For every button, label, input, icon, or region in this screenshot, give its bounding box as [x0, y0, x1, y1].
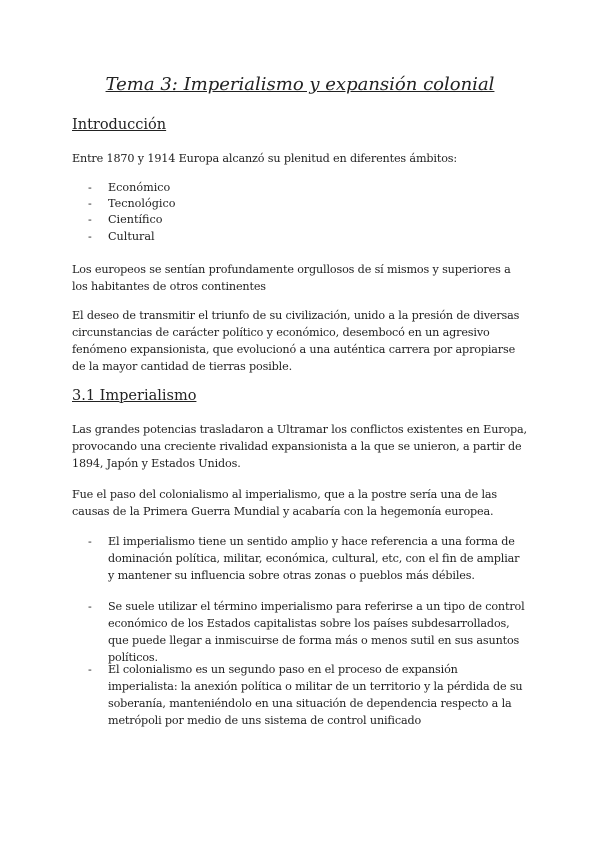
list-item: [88, 196, 175, 212]
list-item-text: Científico: [108, 213, 163, 227]
dash-bullet: -: [88, 663, 92, 676]
dash-bullet: -: [88, 213, 92, 227]
dash-bullet: -: [88, 181, 92, 194]
bullet-text: El imperialismo tiene un sentido amplio y hace referencia a una forma de dominación política, militar, económica, cultural, etc, con el fin de ampliar y mantener su influencia sobre otras zonas o pueblos más débiles.: [108, 535, 520, 582]
intro-paragraph-1: Los europeos se sentían profundamente orgullosos de sí mismos y superiores a los habitantes de otros continentes: [72, 263, 511, 293]
list-item-text: Tecnológico: [108, 197, 176, 211]
list-item: [88, 533, 528, 584]
list-item: [88, 598, 528, 666]
bullet-text: El colonialismo es un segundo paso en el proceso de expansión imperialista: la anexión política o militar de un territorio y la pérdida de su soberanía, manteniéndolo en una situación de dependencia respecto a la metrópoli por medio de uns sistema de control unificado: [108, 663, 523, 727]
list-item-text: Cultural: [108, 229, 155, 243]
dash-bullet: -: [88, 535, 92, 548]
intro-heading: Introducción: [72, 117, 167, 133]
list-item: [88, 229, 175, 245]
list-item: [88, 212, 175, 228]
document-title: Tema 3: Imperialismo y expansión colonial: [105, 74, 495, 95]
dash-bullet: -: [88, 229, 92, 243]
list-item-text: Económico: [108, 181, 171, 194]
section-paragraph-1: Las grandes potencias trasladaron a Ultramar los conflictos existentes en Europa, provocando una creciente rivalidad expansionista a la que se unieron, a partir de 1894, Japón y Estados Unidos.: [72, 423, 527, 470]
intro-paragraph-2: El deseo de transmitir el triunfo de su civilización, unido a la presión de diversas circunstancias de carácter político y económico, desembocó en un agresivo fenómeno expansionista, que evolucionó a una auténtica carrera por apropiarse de la mayor cantidad de tierras posible.: [72, 309, 520, 373]
section-paragraph-2: Fue el paso del colonialismo al imperialismo, que a la postre sería una de las causas de la Primera Guerra Mundial y acabaría con la hegemonía europea.: [72, 488, 497, 518]
section-heading-imperialismo: 3.1 Imperialismo: [72, 388, 197, 404]
dash-bullet: -: [88, 600, 92, 613]
areas-list: [88, 180, 175, 245]
intro-lead-paragraph: Entre 1870 y 1914 Europa alcanzó su plenitud en diferentes ámbitos:: [72, 152, 457, 165]
list-item: [88, 180, 175, 196]
bullet-text: Se suele utilizar el término imperialismo para referirse a un tipo de control económico de los Estados capitalistas sobre los países subdesarrollados, que puede llegar a inmiscuirse de forma más o menos sutil en sus asuntos políticos.: [108, 600, 525, 664]
list-item: [88, 661, 528, 729]
dash-bullet: -: [88, 197, 92, 211]
